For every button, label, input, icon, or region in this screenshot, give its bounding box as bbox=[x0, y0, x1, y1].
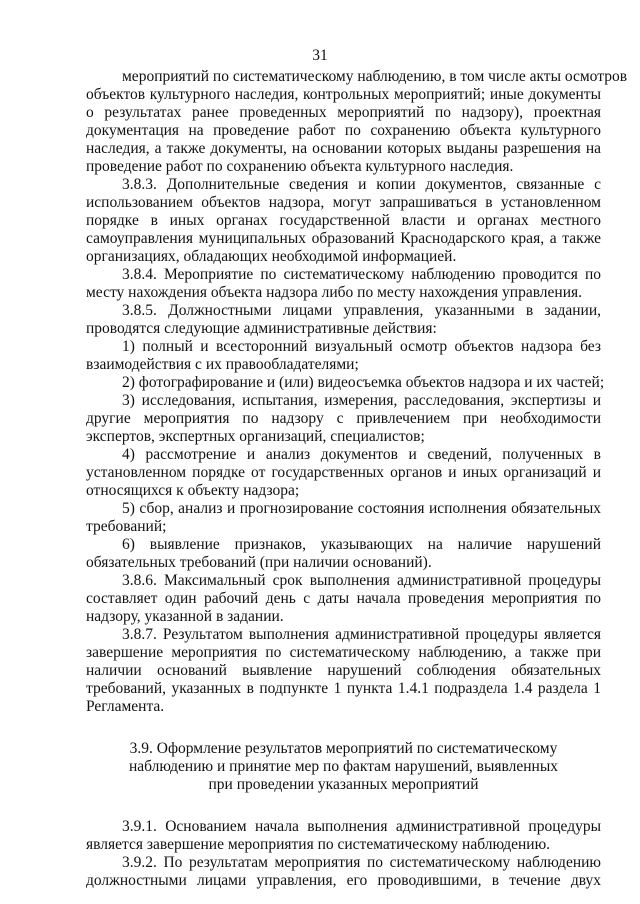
paragraph bbox=[86, 818, 601, 854]
paragraph bbox=[86, 854, 601, 890]
paragraph bbox=[86, 500, 601, 536]
spacer bbox=[86, 716, 601, 740]
text-line: 3.8.4. Мероприятие по систематическому наблюдению проводится по bbox=[122, 266, 601, 283]
text-line: 3.9.2. По результатам мероприятия по систематическому наблюдению bbox=[122, 854, 601, 871]
text-line: экспертов, экспертных организаций, специалистов; bbox=[86, 428, 425, 445]
text-line: 5) сбор, анализ и прогнозирование состояния исполнения обязательных bbox=[122, 500, 601, 517]
heading-line: наблюдению и принятие мер по фактам нарушений, выявленных bbox=[128, 758, 559, 775]
text-line: 3.8.5. Должностными лицами управления, указанными в задании, bbox=[122, 302, 601, 319]
text-line: проведение работ по сохранению объекта культурного наследия. bbox=[86, 158, 514, 175]
text-line: требований, указанных в подпункте 1 пункта 1.4.1 подраздела 1.4 раздела 1 bbox=[86, 680, 601, 697]
paragraph bbox=[86, 536, 601, 572]
text-line: 1) полный и всесторонний визуальный осмотр объектов надзора без bbox=[122, 338, 601, 355]
paragraph bbox=[86, 374, 605, 392]
text-line: наличии оснований выявление нарушений соблюдения обязательных bbox=[86, 662, 601, 679]
text-line: должностными лицами управления, его проводившими, в течение двух bbox=[86, 872, 601, 889]
text-line: завершение мероприятия по систематическому наблюдению, а также при bbox=[86, 644, 601, 661]
paragraph bbox=[86, 446, 601, 500]
text-line: 4) рассмотрение и анализ документов и сведений, полученных в bbox=[122, 446, 601, 463]
heading-line: 3.9. Оформление результатов мероприятий по систематическому bbox=[129, 740, 558, 757]
text-line: другие мероприятия по надзору с привлечением при необходимости bbox=[86, 410, 601, 427]
text-line: составляет один рабочий день с даты начала проведения мероприятия по bbox=[86, 590, 601, 607]
text-line: проводятся следующие административные действия: bbox=[86, 320, 437, 337]
text-line: о результатах ранее проведенных мероприятий по надзору), проектная bbox=[86, 104, 601, 121]
text-line: 3) исследования, испытания, измерения, расследования, экспертизы и bbox=[122, 392, 601, 409]
text-line: 3.9.1. Основанием начала выполнения административной процедуры bbox=[122, 818, 601, 835]
text-line: 3.8.3. Дополнительные сведения и копии документов, связанные с bbox=[122, 176, 601, 193]
page-number: 31 bbox=[312, 47, 328, 64]
text-line: взаимодействия с их правообладателями; bbox=[86, 356, 359, 373]
text-line: наследия, а также документы, на основании которых выданы разрешения на bbox=[86, 140, 601, 157]
text-line: самоуправления муниципальных образований Краснодарского края, а также bbox=[86, 230, 601, 247]
text-line: является завершение мероприятия по систематическому наблюдению. bbox=[86, 836, 551, 853]
text-line: 3.8.6. Максимальный срок выполнения административной процедуры bbox=[122, 572, 601, 589]
text-line: обязательных требований (при наличии оснований). bbox=[86, 554, 432, 571]
paragraph bbox=[86, 392, 601, 446]
heading-line: при проведении указанных мероприятий bbox=[208, 776, 479, 793]
paragraph bbox=[86, 68, 628, 176]
paragraph bbox=[86, 572, 601, 626]
text-line: Регламента. bbox=[86, 698, 165, 715]
text-line: 2) фотографирование и (или) видеосъемка объектов надзора и их частей; bbox=[122, 374, 605, 391]
paragraph bbox=[86, 338, 601, 374]
text-line: документация на проведение работ по сохранению объекта культурного bbox=[86, 122, 601, 139]
text-line: использованием объектов надзора, могут запрашиваться в установленном bbox=[86, 194, 601, 211]
text-line: установленном порядке от государственных органов и иных организаций и bbox=[86, 464, 601, 481]
paragraph bbox=[86, 266, 601, 302]
text-line: объектов культурного наследия, контрольных мероприятий; иные документы bbox=[86, 86, 601, 103]
document-body bbox=[86, 68, 628, 890]
text-line: относящихся к объекту надзора; bbox=[86, 482, 300, 499]
text-line: надзору, указанной в задании. bbox=[86, 608, 284, 625]
text-line: месту нахождения объекта надзора либо по месту нахождения управления. bbox=[86, 284, 583, 301]
paragraph bbox=[86, 176, 601, 266]
text-line: 3.8.7. Результатом выполнения административной процедуры является bbox=[122, 626, 601, 643]
paragraph bbox=[86, 626, 601, 716]
text-line: требований; bbox=[86, 518, 167, 535]
text-line: порядке в иных органах государственной власти и органах местного bbox=[86, 212, 601, 229]
section-heading bbox=[86, 740, 601, 794]
text-line: организациях, обладающих необходимой информацией. bbox=[86, 248, 457, 265]
text-line: мероприятий по систематическому наблюдению, в том числе акты осмотров bbox=[122, 68, 628, 85]
spacer bbox=[86, 794, 601, 818]
text-line: 6) выявление признаков, указывающих на наличие нарушений bbox=[122, 536, 601, 553]
paragraph bbox=[86, 302, 601, 338]
